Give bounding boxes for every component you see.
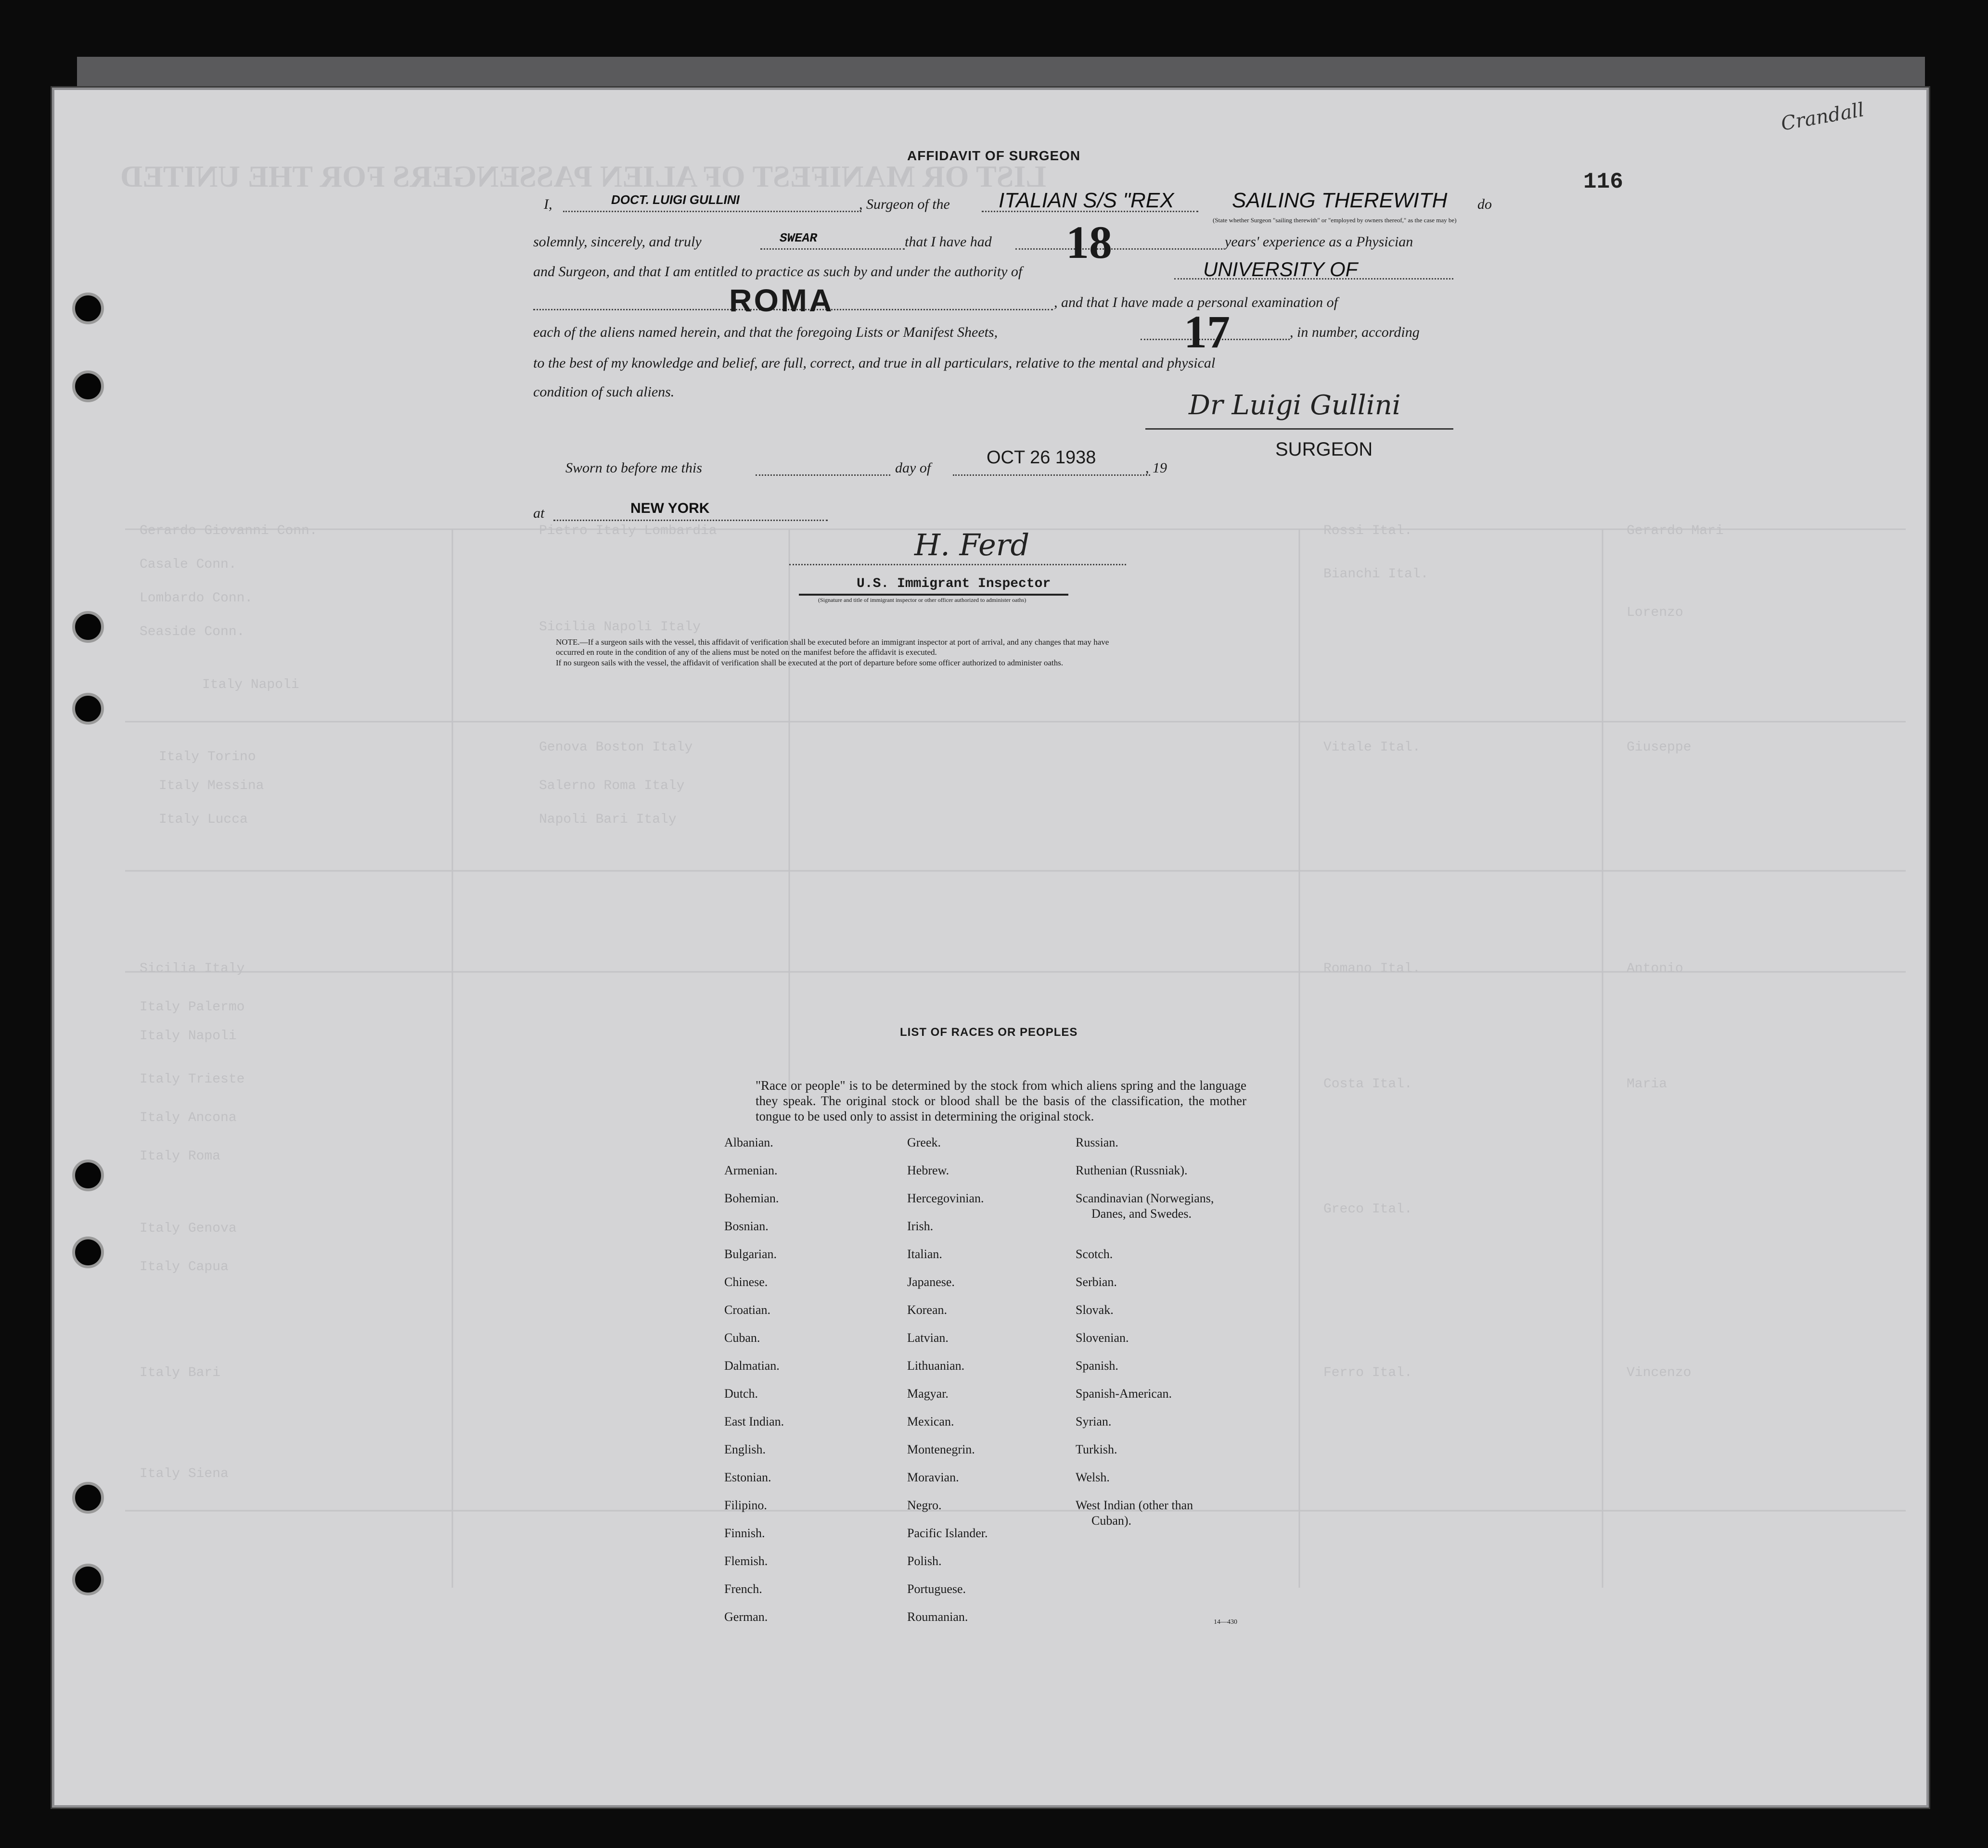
- svg-text:Sicilia Italy: Sicilia Italy: [140, 961, 245, 976]
- svg-text:Italy Genova: Italy Genova: [140, 1221, 237, 1236]
- svg-text:Rossi Ital.: Rossi Ital.: [1323, 523, 1412, 538]
- race-item: Japanese.: [907, 1275, 955, 1289]
- fill-line: [756, 474, 890, 476]
- corner-annotation: Crandall: [1779, 99, 1866, 135]
- fill-line: [563, 211, 861, 212]
- race-item: Bohemian.: [724, 1191, 779, 1205]
- race-item: Negro.: [907, 1498, 942, 1512]
- years-experience: 18: [1066, 217, 1112, 268]
- svg-text:Italy Torino: Italy Torino: [159, 750, 256, 765]
- race-item: Welsh.: [1076, 1470, 1110, 1484]
- race-item: Syrian.: [1076, 1415, 1112, 1428]
- race-item: Scandinavian (Norwegians,: [1076, 1191, 1214, 1205]
- svg-text:Italy Lucca: Italy Lucca: [159, 812, 248, 827]
- affidavit-text: day of: [895, 460, 931, 476]
- svg-text:Ferro Ital.: Ferro Ital.: [1323, 1365, 1412, 1380]
- race-item: English.: [724, 1442, 766, 1456]
- race-item: Finnish.: [724, 1526, 765, 1540]
- race-item: Pacific Islander.: [907, 1526, 988, 1540]
- race-item: Spanish-American.: [1076, 1387, 1172, 1401]
- race-item: Albanian.: [724, 1135, 773, 1149]
- race-item: Armenian.: [724, 1163, 778, 1177]
- signature-line: [789, 564, 1126, 565]
- svg-text:Costa Ital.: Costa Ital.: [1323, 1077, 1412, 1092]
- fill-line: [760, 248, 905, 250]
- svg-text:Sicilia Napoli Italy: Sicilia Napoli Italy: [539, 620, 701, 635]
- race-item: Cuban.: [724, 1331, 760, 1345]
- svg-text:Vincenzo: Vincenzo: [1627, 1365, 1692, 1380]
- race-item: Moravian.: [907, 1470, 959, 1484]
- affidavit-text: , in number, according: [1290, 324, 1420, 340]
- race-item: Chinese.: [724, 1275, 768, 1289]
- svg-text:Italy Palermo: Italy Palermo: [140, 1000, 245, 1015]
- race-item: Serbian.: [1076, 1275, 1117, 1289]
- authority-name: UNIVERSITY OF: [1203, 258, 1358, 280]
- race-item: German.: [724, 1610, 768, 1624]
- affidavit-text: solemnly, sincerely, and truly: [533, 234, 702, 250]
- race-item: Cuban).: [1091, 1514, 1132, 1528]
- race-item: West Indian (other than: [1076, 1498, 1193, 1512]
- affidavit-text: to the best of my knowledge and belief, are full, correct, and true in all particulars, relative to the mental and physical: [533, 355, 1216, 371]
- sheets-count: 17: [1184, 306, 1230, 357]
- vessel-name: ITALIAN S/S "REX: [999, 189, 1174, 212]
- fill-line: [553, 520, 828, 521]
- race-item: Slovenian.: [1076, 1331, 1129, 1345]
- svg-text:Italy Bari: Italy Bari: [140, 1365, 221, 1380]
- affidavit-note: NOTE.—If a surgeon sails with the vessel, this affidavit of verification shall be executed before an immigrant inspector at port of arrival, and any changes that may have: [556, 637, 1109, 647]
- race-item: Ruthenian (Russniak).: [1076, 1163, 1188, 1177]
- race-item: Magyar.: [907, 1387, 949, 1401]
- svg-text:Italy Napoli: Italy Napoli: [202, 677, 299, 692]
- surgeon-label: SURGEON: [1275, 439, 1373, 460]
- affidavit-text: do: [1477, 196, 1492, 212]
- race-item: Filipino.: [724, 1498, 767, 1512]
- signature-line: [1145, 428, 1453, 430]
- svg-text:Maria: Maria: [1627, 1077, 1667, 1092]
- affidavit-text: , Surgeon of the: [859, 196, 950, 212]
- race-item: Bulgarian.: [724, 1247, 777, 1261]
- inspector-signature: H. Ferd: [914, 527, 1030, 562]
- svg-text:Gerardo Mari: Gerardo Mari: [1627, 523, 1724, 538]
- races-title: LIST OF RACES OR PEOPLES: [900, 1026, 1078, 1039]
- race-item: Turkish.: [1076, 1442, 1117, 1456]
- affidavit-text: Sworn to before me this: [565, 460, 702, 476]
- race-item: Mexican.: [907, 1415, 954, 1428]
- race-item: Scotch.: [1076, 1247, 1113, 1261]
- fill-line: [953, 474, 1150, 476]
- affidavit-note: If no surgeon sails with the vessel, the affidavit of verification shall be executed at the port of departure before some officer authorized to administer oaths.: [556, 658, 1064, 667]
- affidavit-text: and Surgeon, and that I am entitled to practice as such by and under the authority of: [533, 264, 1023, 280]
- signature-line: [799, 594, 1068, 596]
- form-code: 14—430: [1214, 1619, 1237, 1626]
- race-item: Spanish.: [1076, 1359, 1118, 1373]
- race-item: Croatian.: [724, 1303, 771, 1317]
- svg-text:Italy Capua: Italy Capua: [140, 1260, 229, 1274]
- race-item: Estonian.: [724, 1470, 771, 1484]
- affidavit-text: that I have had: [905, 234, 992, 250]
- affidavit-text: years' experience as a Physician: [1225, 234, 1413, 250]
- svg-text:Giuseppe: Giuseppe: [1627, 740, 1692, 755]
- svg-text:Gerardo Giovanni Conn.: Gerardo Giovanni Conn.: [140, 523, 318, 538]
- surgeon-signature: Dr Luigi Gullini: [1189, 390, 1401, 421]
- svg-text:Bianchi Ital.: Bianchi Ital.: [1323, 567, 1429, 582]
- race-item: French.: [724, 1582, 762, 1596]
- sworn-place: NEW YORK: [630, 500, 710, 516]
- svg-text:Italy Roma: Italy Roma: [140, 1149, 221, 1164]
- authority-city: ROMA: [729, 282, 834, 318]
- affidavit-title: AFFIDAVIT OF SURGEON: [907, 148, 1081, 163]
- inspector-title: U.S. Immigrant Inspector: [857, 576, 1051, 591]
- bleed-through-header: LIST OR MANIFEST OF ALIEN PASSENGERS FOR THE UNITED: [120, 159, 1047, 193]
- svg-text:Italy Siena: Italy Siena: [140, 1466, 229, 1481]
- race-item: Italian.: [907, 1247, 942, 1261]
- race-item: Hebrew.: [907, 1163, 949, 1177]
- sailing-hint: (State whether Surgeon "sailing therewith" or "employed by owners thereof," as the case may be): [1213, 217, 1457, 224]
- affidavit-text: condition of such aliens.: [533, 384, 675, 400]
- svg-text:Genova Boston Italy: Genova Boston Italy: [539, 740, 693, 755]
- svg-text:Italy Ancona: Italy Ancona: [140, 1110, 237, 1125]
- affidavit-note: occurred en route in the condition of any of the aliens must be noted on the manifest before the affidavit is executed.: [556, 648, 937, 657]
- race-item: Hercegovinian.: [907, 1191, 984, 1205]
- svg-text:Vitale Ital.: Vitale Ital.: [1323, 740, 1421, 755]
- race-item: Portuguese.: [907, 1582, 966, 1596]
- svg-text:Antonio: Antonio: [1627, 961, 1683, 976]
- race-item: Lithuanian.: [907, 1359, 965, 1373]
- oath-word: SWEAR: [780, 231, 818, 245]
- svg-text:Italy Trieste: Italy Trieste: [140, 1072, 245, 1087]
- svg-text:Romano Ital.: Romano Ital.: [1323, 961, 1421, 976]
- affidavit-text: , 19: [1145, 460, 1167, 476]
- svg-text:Lombardo Conn.: Lombardo Conn.: [140, 591, 253, 606]
- svg-text:Salerno Roma Italy: Salerno Roma Italy: [539, 778, 685, 793]
- sailing-status: SAILING THEREWITH: [1232, 189, 1448, 212]
- affidavit-text: at: [533, 505, 545, 521]
- sworn-date: OCT 26 1938: [987, 447, 1096, 468]
- race-item: Polish.: [907, 1554, 942, 1568]
- svg-text:Lorenzo: Lorenzo: [1627, 605, 1683, 620]
- race-item: Irish.: [907, 1219, 934, 1233]
- svg-text:Italy Napoli: Italy Napoli: [140, 1029, 237, 1044]
- svg-text:Napoli Bari Italy: Napoli Bari Italy: [539, 812, 677, 827]
- race-item: Flemish.: [724, 1554, 768, 1568]
- affidavit-text: , and that I have made a personal examination of: [1054, 294, 1338, 310]
- svg-text:Italy Messina: Italy Messina: [159, 778, 264, 793]
- affidavit-text: I,: [544, 196, 552, 212]
- fill-line: [1015, 248, 1222, 250]
- race-item: Russian.: [1076, 1135, 1118, 1149]
- race-item: Latvian.: [907, 1331, 949, 1345]
- svg-text:Pietro Italy Lombardia: Pietro Italy Lombardia: [539, 523, 717, 538]
- race-item: Slovak.: [1076, 1303, 1114, 1317]
- race-item: Dalmatian.: [724, 1359, 780, 1373]
- svg-text:Casale Conn.: Casale Conn.: [140, 557, 237, 572]
- svg-text:Seaside Conn.: Seaside Conn.: [140, 624, 245, 639]
- race-item: East Indian.: [724, 1415, 784, 1428]
- race-item: Greek.: [907, 1135, 941, 1149]
- race-item: Dutch.: [724, 1387, 758, 1401]
- race-item: Danes, and Swedes.: [1091, 1207, 1192, 1221]
- race-item: Bosnian.: [724, 1219, 769, 1233]
- race-item: Montenegrin.: [907, 1442, 975, 1456]
- inspector-hint: (Signature and title of immigrant inspector or other officer authorized to administer oaths): [818, 597, 1026, 603]
- surgeon-name: DOCT. LUIGI GULLINI: [611, 192, 740, 207]
- race-item: Korean.: [907, 1303, 948, 1317]
- svg-text:Greco Ital.: Greco Ital.: [1323, 1202, 1412, 1217]
- races-intro: "Race or people" is to be determined by the stock from which aliens spring and the language they speak. The original stock or blood shall be the basis of the classification, the mother tongue to be used only to assist in determining the original stock.: [756, 1078, 1246, 1123]
- page-number: 116: [1583, 169, 1623, 194]
- race-item: Roumanian.: [907, 1610, 968, 1624]
- affidavit-text: each of the aliens named herein, and that the foregoing Lists or Manifest Sheets,: [533, 324, 998, 340]
